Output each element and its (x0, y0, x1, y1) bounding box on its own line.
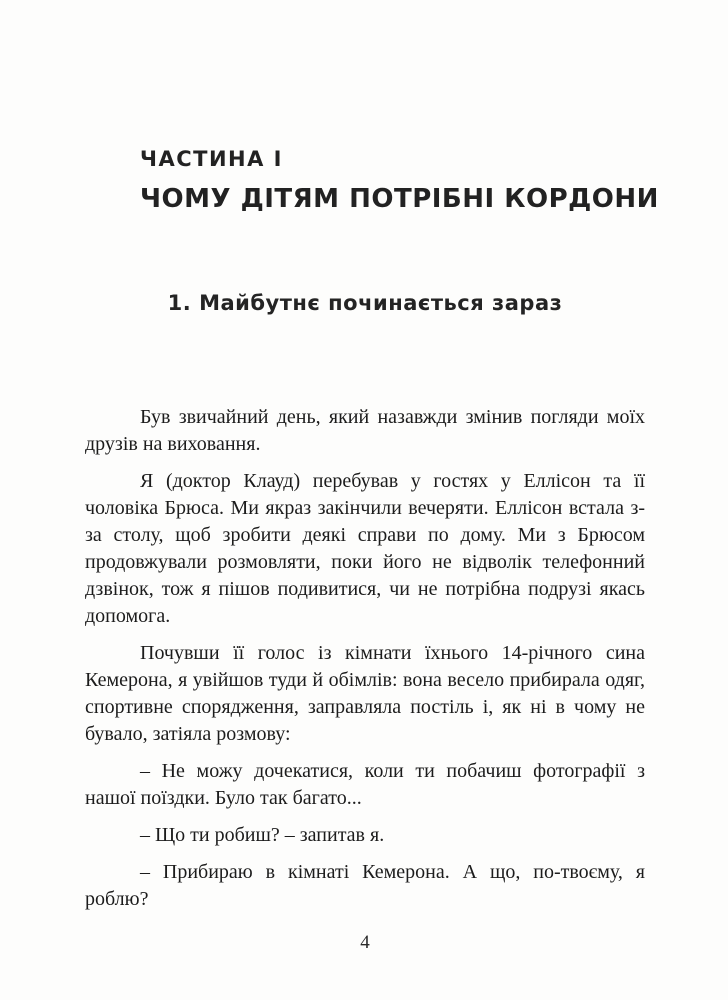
paragraph-2: Я (доктор Клауд) перебував у гостях у Еллісон та її чоловіка Брюса. Ми якраз закінчили вечеряти. Еллісон встала з-за столу, щоб зробити деякі справи по дому. Ми з Брюсом продовжували розмовляти, поки його не відволік телефонний дзвінок, тож я пішов подивитися, чи не потрібна подрузі якась допомога. (85, 470, 645, 627)
paragraph-1: Був звичайний день, який назавжди змінив погляди моїх друзів на виховання. (85, 406, 645, 455)
part-heading (140, 147, 659, 214)
part-title: ЧОМУ ДІТЯМ ПОТРІБНІ КОРДОНИ (140, 184, 659, 214)
dialogue-line-2: – Що ти робиш? – запитав я. (140, 824, 385, 846)
dialogue-line-1: – Не можу дочекатися, коли ти побачиш фотографії з нашої поїздки. Було так багато... (85, 760, 645, 809)
paragraph-3: Почувши її голос із кімнати їхнього 14-річного сина Кемерона, я увійшов туди й обімлів: вона весело прибирала одяг, спортивне спорядження, заправляла постіль і, як ні в чому не бувало, затіяла розмову: (85, 642, 645, 745)
body-text (85, 404, 645, 923)
chapter-title: 1. Майбутнє починається зараз (167, 291, 563, 315)
page-footer (85, 932, 645, 954)
dialogue-line-3: – Прибираю в кімнаті Кемерона. А що, по-твоєму, я роблю? (85, 861, 645, 910)
part-label: ЧАСТИНА I (140, 147, 283, 171)
page-number: 4 (360, 932, 370, 953)
